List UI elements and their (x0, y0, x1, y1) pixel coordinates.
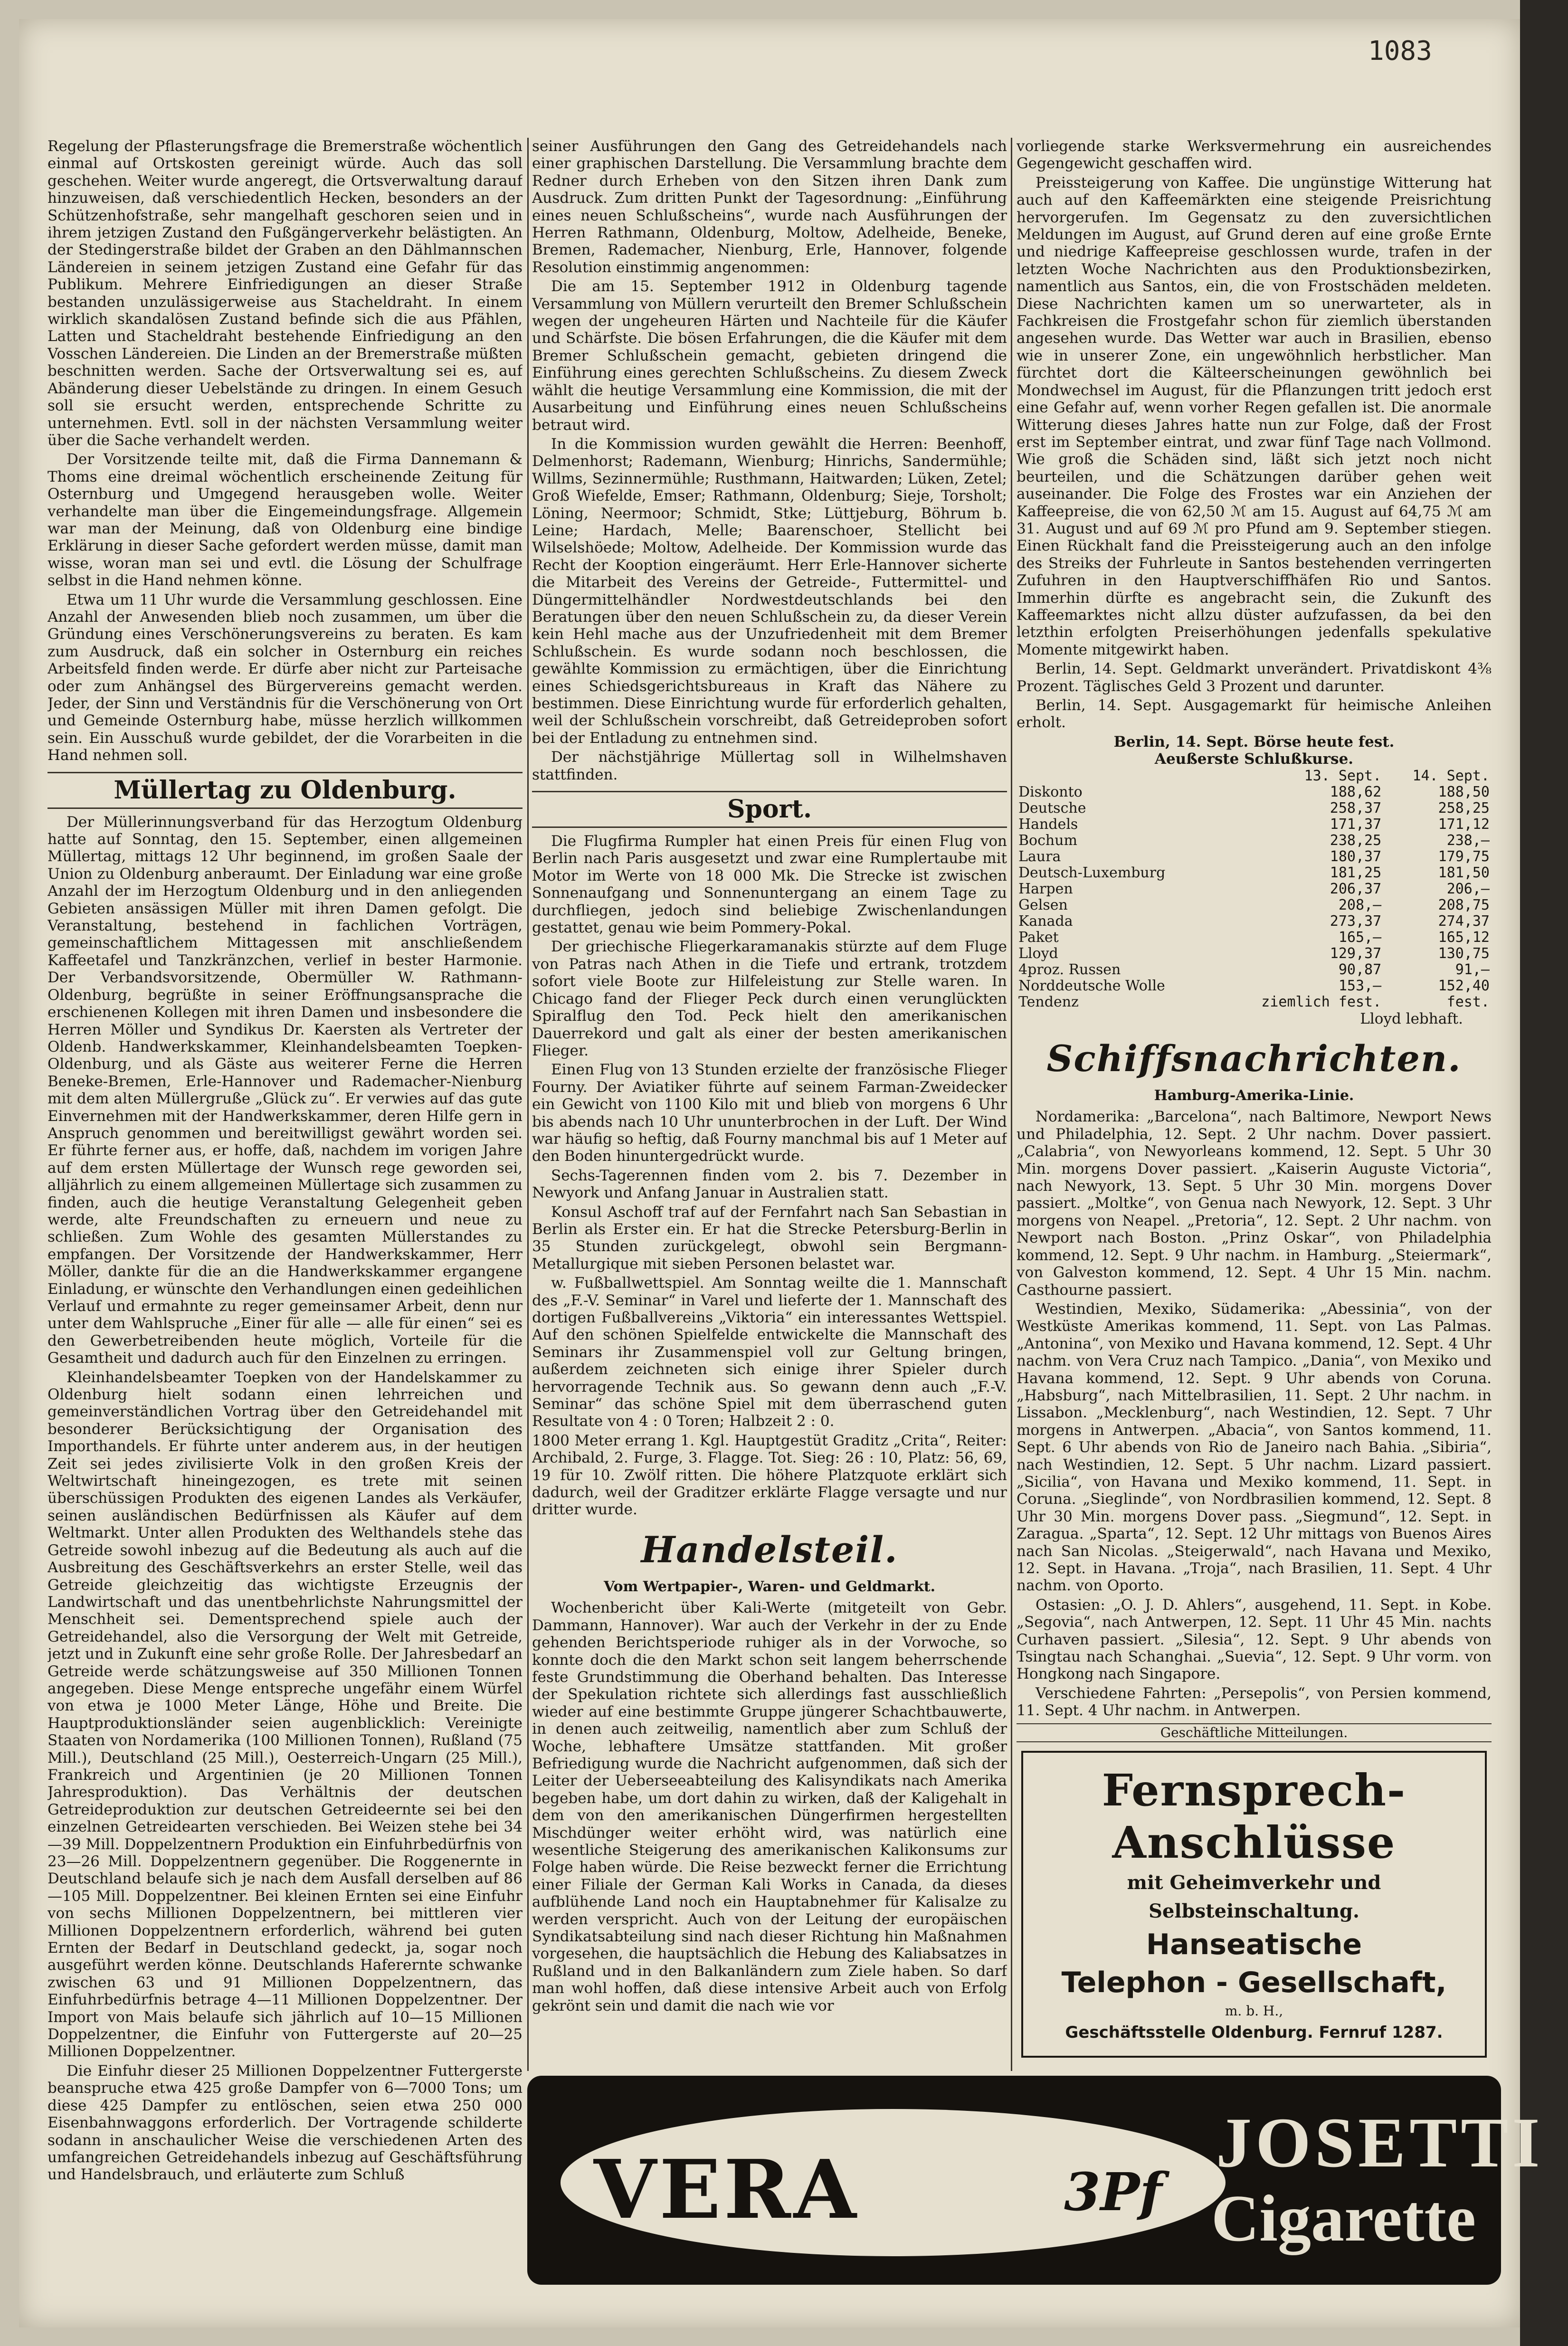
stock-price: 165,— (1338, 929, 1382, 946)
article-text: Berlin, 14. Sept. Ausgagemarkt für heimische Anleihen erholt. (1017, 697, 1492, 731)
ad-company-form: m. b. H., (1225, 2003, 1283, 2019)
column-header: 14. Sept. (1412, 767, 1490, 784)
table-row (1017, 913, 1492, 930)
article-text: w. Fußballwettspiel. Am Sonntag weilte die 1. Mannschaft des „F.-V. Seminar“ in Varel und lieferte der 1. Mannschaft des dortigen Fußballvereins „Viktoria“ ein interessantes Wettspiel. Auf den schönen Spielfelde entwickelte die Mannschaft des Seminars ihr Zusammenspiel voll zur Geltung bringen, außerdem zeichneten sich einige ihrer Spieler durch hervorragende Technik aus. So gewann denn auch „F.-V. Seminar“ das schöne Spiel mit dem überraschend guten Resultate von 4 : 0 Toren; Halbzeit 2 : 0. (532, 1274, 1007, 1430)
section-heading: Schiffsnachrichten. (1046, 1037, 1462, 1080)
table-row (1017, 800, 1492, 817)
stock-price: 238,— (1446, 832, 1490, 849)
article-text: Die Flugfirma Rumpler hat einen Preis für einen Flug von Berlin nach Paris ausgesetzt und zwar eine Rumplertaube mit Motor im Werte von 18 000 Mk. Die Strecke ist zwischen Sonnenaufgang und Sonnenuntergang an einem Tage zu durchfliegen, jedoch sind beliebige Zwischenlandungen gestattet, genau wie beim Pommery-Pokal. (532, 833, 1007, 937)
stock-price: 181,25 (1330, 864, 1382, 881)
stock-name: Handels (1018, 816, 1078, 833)
article-text: Die Einfuhr dieser 25 Millionen Doppelzentner Futtergerste beanspruche etwa 425 große Dampfer von 6—7000 Tons; um diese 425 Dampfer zu entlöschen, seien etwa 250 000 Eisenbahnwaggons erforderlich. Der Vortragende schilderte sodann in anschaulicher Weise die verschiedenen Arten des umfangreichen Getreidehandels inbezug auf Geschäftsführung und Handelsbrauch, und erläuterte zum Schluß (48, 2062, 523, 2184)
ad-company: Telephon - Gesellschaft, (1061, 1966, 1447, 2000)
section-heading: Müllertag zu Oldenburg. (48, 772, 523, 809)
stock-name: Kanada (1018, 912, 1073, 930)
article-text: Preissteigerung von Kaffee. Die ungünstige Witterung hat auch auf den Kaffeemärkten eine steigende Preisrichtung hervorgerufen. Im Gegensatz zu den zuversichtlichen Meldungen im August, auf Grund deren auf eine große Ernte und niedrige Kaffeepreise geschlossen wurde, trafen in der letzten Woche Nachrichten aus den Produktionsbezirken, namentlich aus Santos, ein, die von Frostschäden meldeten. Diese Nachrichten kamen um so unerwarteter, als in Fachkreisen die Frostgefahr schon für ziemlich überstanden angesehen wurde. Das Wetter war auch in Brasilien, ebenso wie in unserer Zone, ein ungewöhnlich herbstlicher. Man fürchtet dort die Kälteerscheinungen gewöhnlich bei Mondwechsel im August, für die Pflanzungen tritt jedoch erst eine Gefahr auf, wenn vorher Regen gefallen ist. Die anormale Witterung dieses Jahres hatte nun zur Folge, daß der Frost erst im September eintrat, und zwar fünf Tage nach Vollmond. Wie groß die Schäden sind, läßt sich jetzt noch nicht beurteilen, und die Schätzungen darüber gehen weit auseinander. Die Folge des Frostes war ein Anziehen der Kaffeepreise, die von 62,50 ℳ am 15. August auf 64,75 ℳ am 31. August und auf 69 ℳ pro Pfund am 9. September stiegen. Einen Rückhalt fand die Preissteigerung auch an den infolge des Streiks der Fuhrleute in Santos bestehenden verringerten Zufuhren in den Hauptverschiffhäfen Rio und Santos. Immerhin dürfte es angebracht sein, die Zukunft des Kaffeemarktes nicht allzu düster aufzufassen, da bei den letzthin erfolgten Preiserhöhungen jedenfalls spekulative Momente mitgewirkt haben. (1017, 174, 1492, 658)
stock-price: 208,75 (1438, 896, 1490, 913)
table-row (1017, 817, 1492, 833)
ad-headline: Fernsprech-Anschlüsse (1102, 1765, 1406, 1869)
stock-price: 206,37 (1330, 880, 1382, 897)
article-text: Nordamerika: „Barcelona“, nach Baltimore, Newport News und Philadelphia, 12. Sept. 2 Uhr nachm. Dover passiert. „Calabria“, von Newyorleans kommend, 12. Sept. 5 Uhr 30 Min. morgens Dover passiert. „Kaiserin Auguste Victoria“, nach Newyork, 13. Sept. 5 Uhr 30 Min. morgens Dover passiert. „Moltke“, von Genua nach Newyork, 12. Sept. 3 Uhr morgens von Neapel. „Pretoria“, 12. Sept. 2 Uhr nachm. von Newport nach Boston. „Prinz Oskar“, von Philadelphia kommend, 12. Sept. 9 Uhr nachm. in Hamburg. „Steiermark“, von Galveston kommend, 12. Sept. 4 Uhr 15 Min. nachm. Casthourne passiert. (1017, 1108, 1492, 1299)
stock-name: Lloyd (1018, 945, 1058, 962)
table-row (1017, 833, 1492, 849)
stock-price: 180,37 (1330, 848, 1382, 865)
column-3 (1017, 138, 1492, 2256)
article-text: seiner Ausführungen den Gang des Getreidehandels nach einer graphischen Darstellung. Die Versammlung brachte dem Redner durch Erheben von den Sitzen ihren Dank zum Ausdruck. Zum dritten Punkt der Tagesordnung: „Einführung eines neuen Schlußscheins“, wurde nach Ausführungen der Herren Rathmann, Oldenburg, Moltow, Adelheide, Beneke, Bremen, Rademacher, Nienburg, Erle, Hannover, folgende Resolution einstimmig angenommen: (532, 138, 1007, 276)
article-text: Der griechische Fliegerkaramanakis stürzte auf dem Fluge von Patras nach Athen in die Tiefe und ertrank, trotzdem sofort viele Boote zur Hilfeleistung zur Stelle waren. In Chicago fand der Flieger Peck durch einen verunglückten Spiralflug den Tod. Peck hielt den amerikanischen Dauerrekord und galt als einer der besten amerikanischen Flieger. (532, 938, 1007, 1059)
article-text: Berlin, 14. Sept. Geldmarkt unverändert. Privatdiskont 4⅜ Prozent. Täglisches Geld 3 Prozent und darunter. (1017, 660, 1492, 695)
stock-price: 153,— (1338, 977, 1382, 994)
stock-price: 188,62 (1330, 783, 1382, 800)
stock-price: 274,37 (1438, 912, 1490, 930)
article-text: Sechs-Tagerennen finden vom 2. bis 7. Dezember in Newyork und Anfang Januar in Australien statt. (532, 1167, 1007, 1202)
section-subheading: Hamburg-Amerika-Linie. (1154, 1087, 1354, 1104)
stock-price: 129,37 (1330, 945, 1382, 962)
table-row (1017, 897, 1492, 913)
ad-contact: Geschäftsstelle Oldenburg. Fernruf 1287. (1065, 2023, 1443, 2042)
stock-price: ziemlich fest. (1261, 993, 1382, 1010)
stock-price: 91,— (1455, 961, 1490, 978)
article-text: Der nächstjährige Müllertag soll in Wilhelmshaven stattfinden. (532, 749, 1007, 783)
article-text: Einen Flug von 13 Stunden erzielte der französische Flieger Fourny. Der Aviatiker führte auf seinem Farman-Zweidecker ein Gewicht von 1100 Kilo mit und blieb von morgens 6 Uhr bis abends nach 10 Uhr ununterbrochen in der Luft. Der Wind war häufig so heftig, daß Fourny manchmal bis auf 1 Meter auf den Boden hinuntergedrückt wurde. (532, 1061, 1007, 1165)
stock-name: Diskonto (1018, 783, 1083, 800)
table-header-row (1017, 768, 1492, 784)
article-text: Westindien, Mexiko, Südamerika: „Abessinia“, von der Westküste Amerikas kommend, 11. Sept. von Las Palmas. „Antonina“, von Mexiko und Havana kommend, 12. Sept. 4 Uhr nachm. von Vera Cruz nach Tampico. „Dania“, von Mexiko und Havana kommend, 12. Sept. 9 Uhr abends von Coruna. „Habsburg“, nach Mittelbrasilien, 11. Sept. 2 Uhr nachm. in Lissabon. „Mecklenburg“, nach Westindien, 12. Sept. 7 Uhr morgens in Antwerpen. „Abacia“, von Santos kommend, 11. Sept. 6 Uhr abends von Rio de Janeiro nach Bahia. „Sibiria“, nach Westindien, 12. Sept. 5 Uhr nachm. Lizard passiert. „Sicilia“, von Havana und Mexiko kommend, 11. Sept. in Coruna. „Sieglinde“, von Nordbrasilien kommend, 12. Sept. 8 Uhr 30 Min. morgens Dover pass. „Siegmund“, 12. Sept. in Zaragua. „Sparta“, 12. Sept. 12 Uhr mittags von Buenos Aires nach San Nicolas. „Steigerwald“, nach Havana und Mexiko, 12. Sept. in Havana. „Troja“, nach Brasilien, 11. Sept. 4 Uhr nachm. von Oporto. (1017, 1300, 1492, 1595)
section-heading: Sport. (532, 791, 1007, 828)
stock-name: Laura (1018, 848, 1061, 865)
stock-price: 171,12 (1438, 816, 1490, 833)
stock-price: 273,37 (1330, 912, 1382, 930)
stock-price: 258,25 (1438, 799, 1490, 817)
stock-price: 152,40 (1438, 977, 1490, 994)
column-header: 13. Sept. (1304, 767, 1382, 784)
table-row (1017, 978, 1492, 994)
article-text: Konsul Aschoff traf auf der Fernfahrt nach San Sebastian in Berlin als Erster ein. Er hat die Strecke Petersburg-Berlin in 35 Stunden zurückgelegt, obwohl sein Bergmann-Metallurgique mit sieben Personen belastet war. (532, 1203, 1007, 1273)
business-notices-label: Geschäftliche Mitteilungen. (1017, 1723, 1492, 1742)
article-text: Regelung der Pflasterungsfrage die Bremerstraße wöchentlich einmal auf Ortskosten gereinigt würde. Auch das soll geschehen. Weiter wurde angeregt, die Ortsverwaltung darauf hinzuweisen, daß verschiedentlich Hecken, besonders an der Schützenhofstraße, sehr mangelhaft geschoren seien und in ihrem jetzigen Zustand den Fußgängerverkehr belästigten. An der Stedingerstraße bildet der Graben an den Dählmannschen Ländereien in seinem jetzigen Zustand eine Gefahr für das Publikum. Mehrere Einfriedigungen an dieser Straße bestanden unzulässigerweise aus Stacheldraht. In einem wirklich skandalösen Zustand befinde sich die aus Pfählen, Latten und Stacheldraht bestehende Einfriedigung an den Vosschen Ländereien. Die Linden an der Bremerstraße müßten beschnitten werden. Sache der Ortsverwaltung sei es, auf Abänderung dieser Uebelstände zu dringen. In einem Gesuch soll sie ersucht werden, entsprechende Schritte zu unternehmen. Evtl. soll in der nächsten Versammlung weiter über die Sache verhandelt werden. (48, 138, 523, 449)
article-text: Die am 15. September 1912 in Oldenburg tagende Versammlung von Müllern verurteilt den Bremer Schlußschein wegen der ungeheuren Härten und Nachteile für die Käufer und Schärfste. Die bösen Erfahrungen, die die Käufer mit dem Bremer Schlußschein gemacht, gebieten dringend die Einführung eines gerechten Schlußscheins. Zu diesem Zweck wählt die heutige Versammlung eine Kommission, die mit der Ausarbeitung und Einführung eines neuen Schlußscheins betraut wird. (532, 278, 1007, 434)
column-2 (532, 138, 1007, 2256)
stock-price: 258,37 (1330, 799, 1382, 817)
stock-name: Deutsche (1018, 799, 1086, 817)
stock-price: 171,37 (1330, 816, 1382, 833)
article-text: Der Müllerinnungsverband für das Herzogtum Oldenburg hatte auf Sonntag, den 15. September, einen allgemeinen Müllertag, mittags 12 Uhr beginnend, im großen Saale der Union zu Oldenburg anberaumt. Der Einladung war eine große Anzahl der im Herzogtum Oldenburg und in den anliegenden Gebieten ansässigen Müller mit ihren Damen gefolgt. Die Veranstaltung, bestehend in fachlichen Vorträgen, gemeinschaftlichem Mittagessen mit anschließendem Kaffeetafel und Tanzkränzchen, verlief in bester Harmonie. Der Verbandsvorsitzende, Obermüller W. Rathmann-Oldenburg, begrüßte in seiner Eröffnungsansprache die erschienenen Kollegen mit ihren Damen und insbesondere die Herren Möller und Syndikus Dr. Kaersten als Vertreter der Oldenb. Handwerkskammer, Kleinhandelsbeamten Toepken-Oldenburg, und als Gäste aus weiterer Ferne die Herren Beneke-Bremen, Erle-Hannover und Rademacher-Nienburg mit dem alten Müllergruße „Glück zu“. Er verwies auf das gute Einvernehmen mit der Handwerkskammer, deren Hilfe gern in Anspruch genommen und bereitwilligst gewährt worden sei. Er führte ferner aus, er hoffe, daß, nachdem im vorigen Jahre auf dem ersten Müllertage der Wunsch rege geworden sei, alljährlich zu einem allgemeinen Müllertage sich zusammen zu finden, auch die heutige Veranstaltung Gelegenheit geben werde, alte Freundschaften zu erneuern und neue zu schließen. Zum Wohle des gesamten Müllerstandes zu empfangen. Der Vorsitzende der Handwerkskammer, Herr Möller, dankte für die an die Handwerkskammer ergangene Einladung, er wünschte den Verhandlungen einen gedeihlichen Verlauf und ermahnte zu reger gemeinsamer Arbeit, denn nur unter dem Wahlspruche „Einer für alle — alle für einen“ sei es den Gewerbetreibenden heute möglich, Vorteile für die Gesamtheit und dadurch auch für den Einzelnen zu erringen. (48, 813, 523, 1367)
page-number: 1083 (1368, 36, 1432, 66)
stock-name: Gelsen (1018, 896, 1068, 913)
ad-product: Cigarette (1211, 2182, 1476, 2255)
stock-price: 208,— (1338, 896, 1382, 913)
article-text: Etwa um 11 Uhr wurde die Versammlung geschlossen. Eine Anzahl der Anwesenden blieb noch zusammen, um über die Gründung eines Verschönerungsvereins zu beraten. Es kam zum Ausdruck, daß ein solcher in Osternburg ein reiches Arbeitsfeld finden werde. Er dürfe aber nicht zur Parteisache oder zum Anhängsel des Bürgervereins gemacht werden. Jeder, der Sinn und Verständnis für die Verschönerung von Ort und Gemeinde Osternburg habe, müsse herzlich willkommen sein. Ein Ausschuß wurde gebildet, der die Vorarbeiten in die Hand nehmen soll. (48, 591, 523, 764)
table-row (1017, 849, 1492, 865)
article-text: vorliegende starke Werksvermehrung ein ausreichendes Gegengewicht geschaffen wird. (1017, 138, 1492, 172)
telephone-advertisement (1021, 1751, 1487, 2058)
table-row (1017, 946, 1492, 962)
boerse-footnote: Lloyd lebhaft. (1360, 1010, 1463, 1027)
stock-name: Deutsch-Luxemburg (1018, 864, 1166, 881)
boerse-title: Berlin, 14. Sept. Börse heute fest. (1113, 733, 1395, 750)
table-row (1017, 881, 1492, 897)
table-row (1017, 930, 1492, 946)
stock-price: 165,12 (1438, 929, 1490, 946)
ad-brand: VERA (594, 2142, 859, 2237)
stock-name: Tendenz (1018, 993, 1079, 1010)
ad-tagline: mit Geheimverkehr und Selbsteinschaltung. (1127, 1871, 1381, 1923)
table-row (1017, 784, 1492, 800)
stock-name: 4proz. Russen (1018, 961, 1121, 978)
stock-price: 238,25 (1330, 832, 1382, 849)
column-rule (1011, 138, 1012, 2071)
column-rule (527, 138, 529, 2071)
stock-price: 181,50 (1438, 864, 1490, 881)
stock-price: 206,— (1446, 880, 1490, 897)
scan-edge (1520, 0, 1568, 2346)
article-text: Der Vorsitzende teilte mit, daß die Firma Dannemann & Thoms eine dreimal wöchentlich erscheinende Zeitung für Osternburg und Umgegend herausgeben wolle. Weiter verhandelte man über die Eingemeindungsfrage. Allgemein war man der Meinung, daß von Oldenburg eine bindige Erklärung in dieser Sache gefordert werden müsse, damit man wisse, woran man sei und evtl. die Lösung der Schulfrage selbst in die Hand nehmen könne. (48, 451, 523, 589)
article-text: In die Kommission wurden gewählt die Herren: Beenhoff, Delmenhorst; Rademann, Wienburg; Hinrichs, Sandermühle; Willms, Sezinnermühle; Rusthmann, Haitwarden; Lüken, Zetel; Groß Wiefelde, Emser; Rathmann, Oldenburg; Sieje, Torsholt; Löning, Neermoor; Schmidt, Stke; Lüttjeburg, Böhrum b. Leine; Hardach, Melle; Baarenschoer, Stellicht bei Wilselshöede; Moltow, Adelheide. Der Kommission wurde das Recht der Kooption eingeräumt. Herr Erle-Hannover sicherte die Mitarbeit des Vereins der Getreide-, Futtermittel- und Düngermittelhändler Nordwestdeutschlands bei den Beratungen über den neuen Schlußschein zu, da dieser Verein kein Hehl mache aus der Unzufriedenheit mit dem Bremer Schlußschein. Es wurde sodann noch beschlossen, die gewählte Kommission zu ermächtigen, über die Einrichtung eines Schiedsgerichtsbureaus in Kraft das Nähere zu bestimmen. Diese Einrichtung wurde für erforderlich gehalten, weil der Schlußschein vorschreibt, daß Getreideproben sofort bei der Entladung zu entnehmen sind. (532, 435, 1007, 747)
article-text: Verschiedene Fahrten: „Persepolis“, von Persien kommend, 11. Sept. 4 Uhr nachm. in Antwerpen. (1017, 1684, 1492, 1719)
table-row (1017, 994, 1492, 1010)
article-text: Kleinhandelsbeamter Toepken von der Handelskammer zu Oldenburg hielt sodann einen lehrreichen und gemeinverständlichen Vortrag über den Getreidehandel mit besonderer Berücksichtigung der Organisation des Importhandels. Er führte unter anderem aus, in der heutigen Zeit sei jedes zivilisierte Volk in den großen Kreis der Weltwirtschaft hineingezogen, es trete mit seinen überschüssigen Produkten des eigenen Landes als Verkäufer, seinen ausländischen Bedürfnissen als Käufer auf dem Weltmarkt. Unter allen Produkten des Welthandels stehe das Getreide sowohl inbezug auf die Bedeutung als auch auf die Ausbreitung des Geschäftsverkehrs an erster Stelle, weil das Getreide gleichzeitig das wichtigste Erzeugnis der Landwirtschaft und das unentbehrlichste Nahrungsmittel der Menschheit sei. Dementsprechend spiele auch der Getreidehandel, also die Versorgung der Welt mit Getreide, jetzt und in Zukunft eine sehr große Rolle. Der Jahresbedarf an Getreide werde schätzungsweise auf 350 Millionen Tonnen angegeben. Diese Menge entspreche ungefähr einem Würfel von etwa je 1000 Meter Länge, Höhe und Breite. Die Hauptproduktionsländer seien augenblicklich: Vereinigte Staaten von Nordamerika (100 Millionen Tonnen), Rußland (75 Mill.), Deutschland (25 Mill.), Oesterreich-Ungarn (25 Mill.), Frankreich und Argentinien (je 20 Millionen Tonnen Jahresproduktion). Das Verhältnis der deutschen Getreideproduktion zur deutschen Getreideernte sei bei den einzelnen Getreidearten verschieden. Bei Weizen stehe bei 34—39 Mill. Doppelzentnern Produktion ein Einfuhrbedürfnis von 23—26 Mill. Doppelzentnern gegenüber. Die Roggenernte in Deutschland belaufe sich je nach dem Ausfall derselben auf 86—105 Mill. Doppelzentner. Bei kleinen Ernten sei eine Einfuhr von sechs Millionen Doppelzentnern, bei mittleren vier Millionen Doppelzentnern erforderlich, während bei guten Ernten der Bedarf in Deutschland gedeckt, ja, sogar noch ausgeführt werden könne. Deutschlands Haferernte schwanke zwischen 63 und 91 Millionen Doppelzentnern, das Einfuhrbedürfnis betrage 4—11 Millionen Doppelzentner. Der Import von Mais belaufe sich jährlich auf 10—15 Millionen Doppelzentner, die Einfuhr von Futtergerste auf 20—25 Millionen Doppelzentner. (48, 1368, 523, 2061)
stock-price: 179,75 (1438, 848, 1490, 865)
table-row (1017, 962, 1492, 978)
stock-price: fest. (1446, 993, 1490, 1010)
table-row (1017, 865, 1492, 881)
stock-table (1017, 768, 1492, 1010)
stock-name: Harpen (1018, 880, 1073, 897)
stock-name: Paket (1018, 929, 1059, 946)
stock-price: 130,75 (1438, 945, 1490, 962)
article-text: 1800 Meter errang 1. Kgl. Hauptgestüt Graditz „Crita“, Reiter: Archibald, 2. Furge, 3. Flagge. Tot. Sieg: 26 : 10, Platz: 56, 69, 19 für 10. Zwölf ritten. Die höhere Platzquote erklärt sich dadurch, weil der Graditzer erklärte Flagge versagte und nur dritter wurde. (532, 1432, 1007, 1519)
ad-company: Hanseatische (1146, 1928, 1362, 1962)
stock-name: Bochum (1018, 832, 1077, 849)
section-subheading: Vom Wertpapier-, Waren- und Geldmarkt. (603, 1578, 936, 1595)
boerse-subtitle: Aeußerste Schlußkurse. (1154, 750, 1354, 768)
stock-price: 188,50 (1438, 783, 1490, 800)
article-text: Wochenbericht über Kali-Werte (mitgeteilt von Gebr. Dammann, Hannover). War auch der Verkehr in der zu Ende gehenden Berichtsperiode ruhiger als in der Vorwoche, so konnte doch die den Markt schon seit langem beherrschende feste Grundstimmung die Oberhand behalten. Das Interesse der Spekulation richtete sich allerdings fast ausschließlich wieder auf eine bestimmte Gruppe jüngerer Schachtbauwerte, in denen auch zeitweilig, namentlich aber zum Schluß der Woche, lebhaftere Umsätze stattfanden. Mit großer Befriedigung wurde die Nachricht aufgenommen, daß sich der Leiter der Ueberseeabteilung des Kalisyndikats nach Amerika begeben habe, um dort dahin zu wirken, daß der Kaligehalt in dem von den amerikanischen Düngerfirmen hergestellten Mischdünger weiter erhöht wird, was natürlich eine wesentliche Steigerung des amerikanischen Kalikonsums zur Folge haben würde. Die Reise bezweckt ferner die Errichtung einer Filiale der German Kali Works in Canada, da dieses aufblühende Land noch ein Hauptabnehmer für Kalisalze zu werden verspricht. Auch von der Leitung der europäischen Syndikatsabteilung sind nach dieser Richtung hin Maßnahmen vorgesehen, die hauptsächlich die Hebung des Kaliabsatzes in Rußland und in den Balkanländern zum Ziele haben. So darf man wohl hoffen, daß diese intensive Arbeit auch von Erfolg gekrönt sein und damit die nach wie vor (532, 1599, 1007, 2014)
article-text: Ostasien: „O. J. D. Ahlers“, ausgehend, 11. Sept. in Kobe. „Segovia“, nach Antwerpen, 12. Sept. 11 Uhr 45 Min. nachts Curhaven passiert. „Silesia“, 12. Sept. 9 Uhr abends von Tsingtau nach Schanghai. „Suevia“, 12. Sept. 9 Uhr vorm. von Hongkong nach Singapore. (1017, 1596, 1492, 1683)
stock-price: 90,87 (1338, 961, 1382, 978)
ad-maker: JOSETTI (1216, 2103, 1544, 2182)
ad-price: 3Pf (1064, 2161, 1162, 2223)
section-heading: Handelsteil. (641, 1528, 898, 1571)
cigarette-advertisement (527, 2076, 1544, 2285)
column-1 (48, 138, 523, 2275)
stock-name: Norddeutsche Wolle (1018, 977, 1165, 994)
